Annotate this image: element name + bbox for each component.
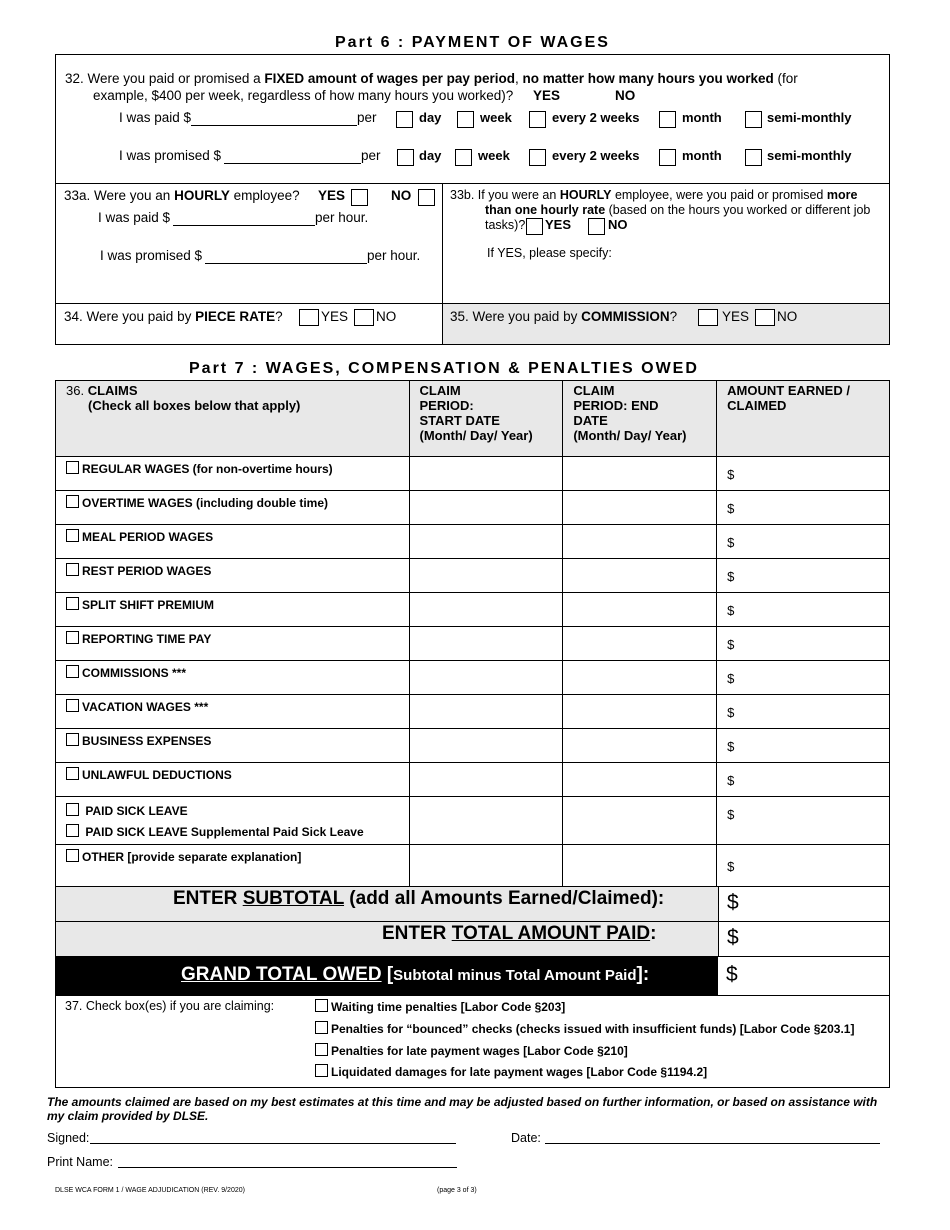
signed-label: Signed:: [47, 1131, 90, 1145]
amount-field[interactable]: $: [717, 763, 890, 797]
table-row: [56, 525, 890, 559]
q32-promised-week-checkbox[interactable]: [455, 149, 472, 166]
q32-paid-amount-field[interactable]: [191, 125, 357, 126]
claim-label: REST PERIOD WAGES: [82, 564, 212, 578]
claim-other-checkbox[interactable]: [66, 849, 79, 862]
amount-field[interactable]: $: [717, 729, 890, 763]
q34-no-checkbox[interactable]: [354, 309, 374, 326]
amount-field[interactable]: $: [717, 457, 890, 491]
q32-paid-semimonthly-checkbox[interactable]: [745, 111, 762, 128]
penalty-late-payment: Penalties for late payment wages [Labor Code §210]: [315, 1043, 628, 1058]
print-name-field[interactable]: [118, 1167, 457, 1168]
claims-table: [55, 380, 890, 887]
end-date-field[interactable]: [563, 491, 717, 525]
q32-promised-2weeks-label: every 2 weeks: [552, 148, 640, 163]
start-date-header: CLAIM PERIOD: START DATE (Month/ Day/ Year): [409, 381, 563, 457]
q32-promised-week-label: week: [478, 148, 510, 163]
q35-yes-label: YES: [722, 309, 750, 324]
end-date-field[interactable]: [563, 661, 717, 695]
q32-promised-month-label: month: [682, 148, 722, 163]
amount-field[interactable]: $: [717, 797, 890, 845]
claim-label: PAID SICK LEAVE: [85, 804, 188, 818]
q32-promised-month-checkbox[interactable]: [659, 149, 676, 166]
claim-regular-wages-checkbox[interactable]: [66, 461, 79, 474]
end-date-field[interactable]: [563, 559, 717, 593]
amount-field[interactable]: $: [717, 525, 890, 559]
end-date-field[interactable]: [563, 695, 717, 729]
claim-label: OTHER [provide separate explanation]: [82, 850, 302, 864]
amount-field[interactable]: $: [717, 695, 890, 729]
amount-field[interactable]: $: [717, 491, 890, 525]
q33a-promised-rate-field[interactable]: [205, 263, 367, 264]
start-date-field[interactable]: [409, 457, 563, 491]
q32-promised-day-label: day: [419, 148, 442, 163]
amount-field[interactable]: $: [717, 661, 890, 695]
q32-paid-semimonthly-label: semi-monthly: [767, 110, 852, 125]
q33b-no-label: NO: [608, 217, 628, 232]
end-date-field[interactable]: [563, 845, 717, 887]
claim-label: BUSINESS EXPENSES: [82, 734, 212, 748]
start-date-field[interactable]: [409, 525, 563, 559]
table-row: [56, 763, 890, 797]
q34-yes-checkbox[interactable]: [299, 309, 319, 326]
q33b-specify-label: If YES, please specify:: [487, 246, 612, 260]
part6-box: [55, 54, 890, 345]
q34-yes-label: YES: [321, 309, 349, 324]
claim-label: REPORTING TIME PAY: [82, 632, 212, 646]
part6-title: Part 6 : PAYMENT OF WAGES: [335, 34, 610, 51]
start-date-field[interactable]: [409, 491, 563, 525]
start-date-field[interactable]: [409, 661, 563, 695]
amount-field[interactable]: $: [717, 627, 890, 661]
page-number: (page 3 of 3): [437, 1187, 477, 1194]
claim-split-shift-checkbox[interactable]: [66, 597, 79, 610]
q32-yes[interactable]: YES: [533, 88, 561, 103]
q32-line2: example, $400 per week, regardless of how many hours you worked)?: [93, 88, 514, 103]
table-row: [56, 729, 890, 763]
q32-promised-label: I was promised $: [119, 148, 222, 163]
q33a-yes-checkbox[interactable]: [351, 189, 368, 206]
table-row: [56, 797, 890, 845]
penalty-bounced-checks-checkbox[interactable]: [315, 1021, 328, 1034]
amount-field[interactable]: $: [717, 593, 890, 627]
total-paid-field[interactable]: $: [718, 922, 889, 956]
signature-field[interactable]: [90, 1143, 456, 1144]
part7-title: Part 7 : WAGES, COMPENSATION & PENALTIES OWED: [189, 360, 699, 377]
amount-field[interactable]: $: [717, 845, 890, 887]
penalty-liquidated-damages: Liquidated damages for late payment wages [Labor Code §1194.2]: [315, 1064, 707, 1079]
claim-label: MEAL PERIOD WAGES: [82, 530, 214, 544]
q35-no-label: NO: [777, 309, 798, 324]
q34-no-label: NO: [376, 309, 397, 324]
claim-paid-sick-leave-checkbox[interactable]: [66, 803, 79, 816]
end-date-field[interactable]: [563, 593, 717, 627]
q32-paid-week-checkbox[interactable]: [457, 111, 474, 128]
claim-label: UNLAWFUL DEDUCTIONS: [82, 768, 232, 782]
end-date-header: CLAIM PERIOD: END DATE (Month/ Day/ Year): [563, 381, 717, 457]
q32-paid-month-checkbox[interactable]: [659, 111, 676, 128]
end-date-field[interactable]: [563, 525, 717, 559]
q33a-paid-rate-field[interactable]: [173, 225, 315, 226]
table-row: [56, 593, 890, 627]
date-label: Date:: [511, 1131, 541, 1145]
start-date-field[interactable]: [409, 729, 563, 763]
claims-table-header: [56, 381, 890, 457]
table-row: [56, 661, 890, 695]
q32-paid-2weeks-checkbox[interactable]: [529, 111, 546, 128]
table-row: [56, 559, 890, 593]
q33a-promised-per-hour: per hour.: [367, 248, 421, 263]
penalty-liquidated-damages-checkbox[interactable]: [315, 1064, 328, 1077]
table-row: [56, 627, 890, 661]
amount-header: AMOUNT EARNED / CLAIMED: [717, 381, 890, 457]
q32-promised-per: per: [361, 148, 381, 163]
q33b-yes-checkbox[interactable]: [526, 218, 543, 235]
q33a-question: 33a. Were you an HOURLY employee?: [64, 188, 300, 203]
q32-promised-semimonthly-checkbox[interactable]: [745, 149, 762, 166]
q32-promised-amount-field[interactable]: [224, 163, 361, 164]
total-paid-label: ENTER TOTAL AMOUNT PAID:: [382, 923, 657, 944]
q35-question: 35. Were you paid by COMMISSION?: [450, 309, 678, 324]
penalty-waiting-time-checkbox[interactable]: [315, 999, 328, 1012]
q34-question: 34. Were you paid by PIECE RATE?: [64, 309, 283, 324]
start-date-field[interactable]: [409, 797, 563, 845]
claim-commissions-checkbox[interactable]: [66, 665, 79, 678]
q33a-paid-label: I was paid $: [98, 210, 171, 225]
q33b-line1: 33b. If you were an HOURLY employee, were you paid or promised more: [450, 188, 858, 202]
claim-vacation-checkbox[interactable]: [66, 699, 79, 712]
form-id: DLSE WCA FORM 1 / WAGE ADJUDICATION (REV. 9/2020): [55, 1187, 245, 1194]
start-date-field[interactable]: [409, 695, 563, 729]
q32-paid-label: I was paid $: [119, 110, 192, 125]
q32-paid-month-label: month: [682, 110, 722, 125]
q33a-promised-label: I was promised $: [100, 248, 203, 263]
claim-label: REGULAR WAGES (for non-overtime hours): [82, 462, 333, 476]
penalty-bounced-checks: Penalties for “bounced” checks (checks issued with insufficient funds) [Labor Code §203.1]: [315, 1021, 854, 1036]
grand-total-label: GRAND TOTAL OWED [Subtotal minus Total Amount Paid]:: [181, 964, 650, 985]
end-date-field[interactable]: [563, 457, 717, 491]
q33a-no-checkbox[interactable]: [418, 189, 435, 206]
table-row: [56, 845, 890, 887]
claim-supplemental-sick-leave-checkbox[interactable]: [66, 824, 79, 837]
amount-field[interactable]: $: [717, 559, 890, 593]
table-row: [56, 695, 890, 729]
penalty-waiting-time: Waiting time penalties [Labor Code §203]: [315, 999, 565, 1014]
q33a-no-label: NO: [391, 188, 412, 203]
start-date-field[interactable]: [409, 845, 563, 887]
start-date-field[interactable]: [409, 627, 563, 661]
q33a-yes-label: YES: [318, 188, 346, 203]
estimate-disclaimer: The amounts claimed are based on my best estimates at this time and may be adjusted based on further information, or based on assistance with my claim provided by DLSE.: [47, 1095, 878, 1123]
q32-no[interactable]: NO: [615, 88, 636, 103]
q32-promised-semimonthly-label: semi-monthly: [767, 148, 852, 163]
end-date-field[interactable]: [563, 729, 717, 763]
claim-label: PAID SICK LEAVE Supplemental Paid Sick Leave: [85, 825, 364, 839]
grand-total-field[interactable]: $: [718, 957, 889, 995]
claim-business-expenses-checkbox[interactable]: [66, 733, 79, 746]
claim-label: COMMISSIONS ***: [82, 666, 187, 680]
q32-promised-2weeks-checkbox[interactable]: [529, 149, 546, 166]
claim-overtime-checkbox[interactable]: [66, 495, 79, 508]
q33b-no-checkbox[interactable]: [588, 218, 605, 235]
end-date-field[interactable]: [563, 627, 717, 661]
subtotal-field[interactable]: $: [718, 887, 889, 921]
q32-paid-day-checkbox[interactable]: [396, 111, 413, 128]
q32-paid-per: per: [357, 110, 377, 125]
subtotal-row: [55, 886, 890, 922]
divider: [56, 183, 889, 184]
q37-label: 37. Check box(es) if you are claiming:: [65, 999, 275, 1013]
claim-label: VACATION WAGES ***: [82, 700, 209, 714]
q35-no-checkbox[interactable]: [755, 309, 775, 326]
claim-label: SPLIT SHIFT PREMIUM: [82, 598, 214, 612]
claims-header: 36. CLAIMS (Check all boxes below that apply): [56, 381, 410, 457]
q32-promised-day-checkbox[interactable]: [397, 149, 414, 166]
end-date-field[interactable]: [563, 763, 717, 797]
q32-paid-day-label: day: [419, 110, 442, 125]
start-date-field[interactable]: [409, 559, 563, 593]
start-date-field[interactable]: [409, 763, 563, 797]
q33b-yes-label: YES: [545, 217, 572, 232]
q33b-line3: tasks)?: [485, 218, 526, 232]
q33b-line2: than one hourly rate (based on the hours you worked or different job: [485, 203, 871, 217]
claim-unlawful-deductions-checkbox[interactable]: [66, 767, 79, 780]
q32-paid-week-label: week: [480, 110, 512, 125]
q33a-paid-per-hour: per hour.: [315, 210, 369, 225]
q35-yes-checkbox[interactable]: [698, 309, 718, 326]
table-row: [56, 457, 890, 491]
end-date-field[interactable]: [563, 797, 717, 845]
claim-meal-period-checkbox[interactable]: [66, 529, 79, 542]
claim-rest-period-checkbox[interactable]: [66, 563, 79, 576]
subtotal-label: ENTER SUBTOTAL (add all Amounts Earned/Claimed):: [173, 888, 665, 909]
penalty-late-payment-checkbox[interactable]: [315, 1043, 328, 1056]
q32-paid-2weeks-label: every 2 weeks: [552, 110, 640, 125]
grand-total-row: [55, 956, 890, 996]
total-paid-row: [55, 921, 890, 957]
claim-label: OVERTIME WAGES (including double time): [82, 496, 328, 510]
print-name-label: Print Name:: [47, 1155, 113, 1169]
table-row: [56, 491, 890, 525]
date-field[interactable]: [545, 1143, 880, 1144]
q32-line1: 32. Were you paid or promised a FIXED amount of wages per pay period, no matter how many hours you worked (for: [65, 71, 798, 86]
claim-reporting-time-checkbox[interactable]: [66, 631, 79, 644]
start-date-field[interactable]: [409, 593, 563, 627]
